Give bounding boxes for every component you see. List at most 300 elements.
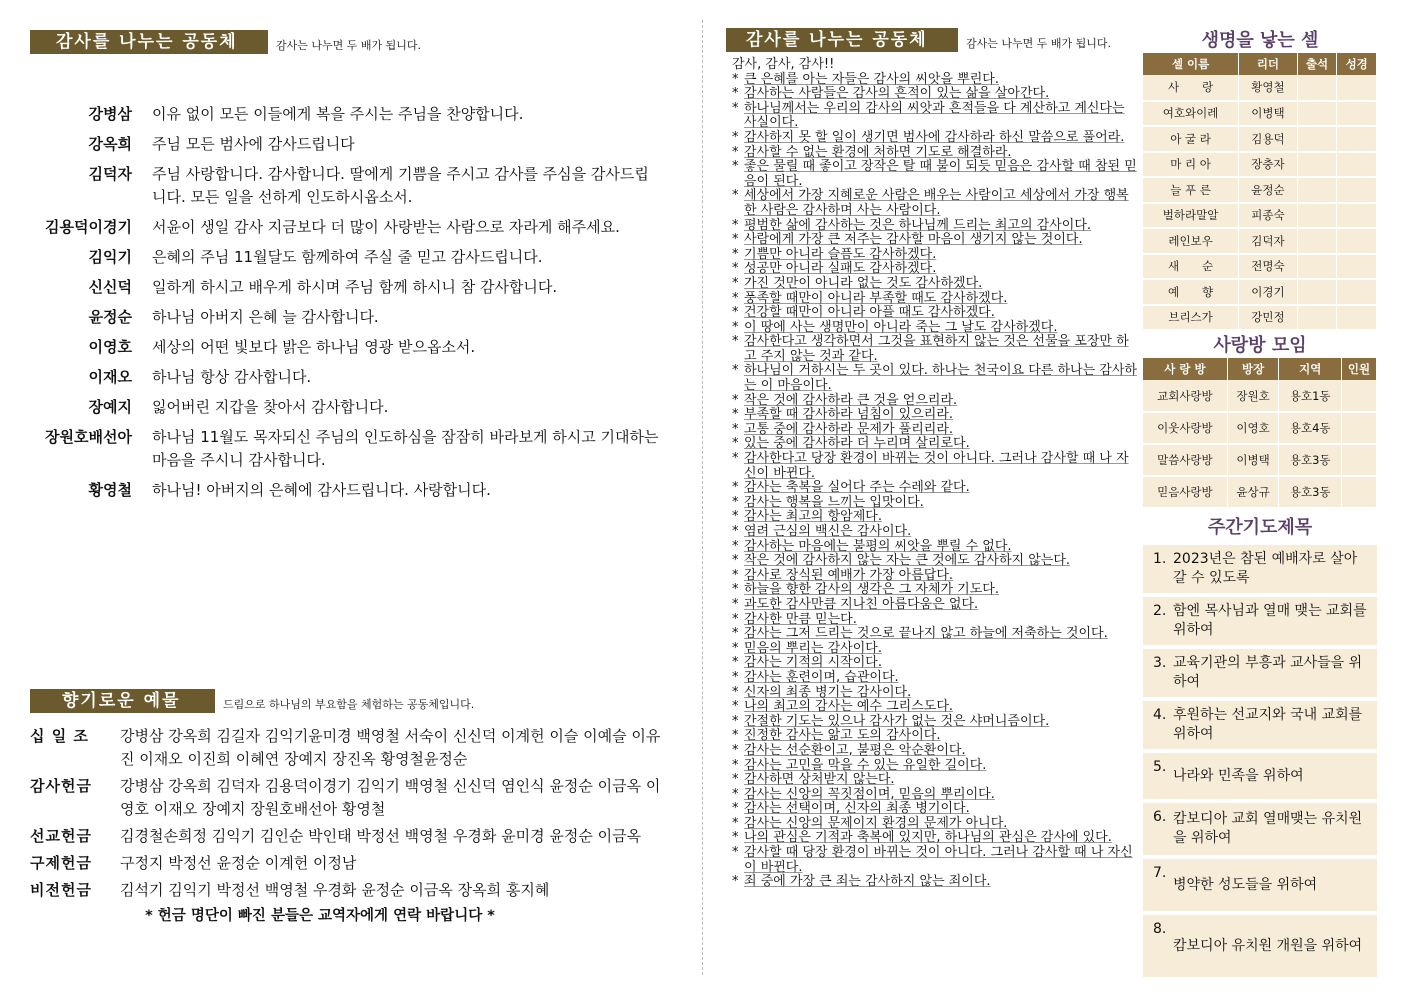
bullet-marker: * xyxy=(732,801,739,817)
gratitude-entry xyxy=(30,426,680,472)
prayer-item xyxy=(1143,859,1377,911)
gratitude-entry xyxy=(30,336,680,359)
bullet-text: 감사는 기적의 시작이다. xyxy=(744,655,882,671)
table-cell xyxy=(1342,380,1377,412)
table-cell xyxy=(1337,126,1377,152)
bullet-marker: * xyxy=(732,655,739,671)
bullet-text: 기쁨만 아니라 슬픔도 감사하겠다. xyxy=(744,246,937,262)
table-cell: 마 리 아 xyxy=(1143,152,1239,178)
gratitude-message: 주님 사랑합니다. 감사합니다. 딸에게 기쁨을 주시고 감사를 주심을 감사드립니다. 모든 일을 선하게 인도하시옵소서. xyxy=(152,165,649,206)
gratitude-message: 서윤이 생일 감사 지금보다 더 많이 사랑받는 사람으로 자라게 해주세요. xyxy=(152,218,620,236)
bullet-text: 진정한 감사는 앎고 도의 감사이다. xyxy=(744,728,941,744)
room-row xyxy=(1143,444,1377,476)
prayer-item xyxy=(1143,545,1377,593)
table-cell: 장원호 xyxy=(1227,380,1279,412)
bullet-text: 건강할 때만이 아니라 아플 때도 감사하겠다. xyxy=(744,305,995,321)
gratitude-message: 잃어버린 지갑을 찾아서 감사합니다. xyxy=(152,398,389,416)
table-cell: 이병택 xyxy=(1227,444,1279,476)
prayer-number: 1. xyxy=(1153,551,1167,567)
table-cell: 이병택 xyxy=(1239,101,1298,127)
bullet-marker: * xyxy=(732,71,739,87)
bullet-text: 믿음의 뿌리는 감사이다. xyxy=(744,640,882,656)
gratitude-bullet-item xyxy=(732,671,1138,686)
table-header-cell: 셀 이름 xyxy=(1143,53,1239,75)
bullet-text: 감사는 훈련이며, 습관이다. xyxy=(744,669,899,685)
bullet-text: 과도한 감사만큼 지나친 아름다움은 없다. xyxy=(744,596,979,612)
bullet-text: 염려 근심의 백신은 감사이다. xyxy=(744,524,912,539)
table-cell: 김용덕 xyxy=(1239,126,1298,152)
prayer-text: 2023년은 참된 예배자로 살아갈 수 있도록 xyxy=(1173,551,1358,586)
table-cell: 브리스가 xyxy=(1143,305,1239,331)
cells-title: 생명을 낳는 셀 xyxy=(1201,30,1319,51)
bullet-marker: * xyxy=(732,772,739,788)
bullet-marker: * xyxy=(732,845,739,861)
table-cell: 레인보우 xyxy=(1143,228,1239,254)
bullet-marker: * xyxy=(732,684,739,700)
bullet-text: 감사는 선택이며, 신자의 최종 병기이다. xyxy=(744,801,970,817)
table-cell xyxy=(1297,152,1337,178)
bullet-text: 작은 것에 감사하라 큰 것을 얻으리라. xyxy=(744,392,958,408)
offering-list xyxy=(30,725,680,902)
room-row xyxy=(1143,380,1377,412)
bullet-text: 나의 최고의 감사는 예수 그리스도다. xyxy=(744,699,954,715)
table-cell: 용호3동 xyxy=(1279,444,1342,476)
offering-row xyxy=(30,825,680,848)
gratitude-entry xyxy=(30,103,680,126)
cell-row xyxy=(1143,126,1377,152)
gratitude-message: 일하게 하시고 배우게 하시며 주님 함께 하시니 참 감사합니다. xyxy=(152,278,558,296)
bullet-marker: * xyxy=(732,232,739,248)
table-cell xyxy=(1297,254,1337,280)
rooms-title: 사랑방 모임 xyxy=(1213,335,1307,356)
bullet-marker: * xyxy=(732,334,739,350)
offering-note: * 헌금 명단이 빠진 분들은 교역자에게 연락 바랍니다 * xyxy=(145,908,495,924)
gratitude-text-subtitle: 감사는 나누면 두 배가 됩니다. xyxy=(966,37,1111,50)
table-cell: 말씀사랑방 xyxy=(1143,444,1227,476)
prayer-number: 4. xyxy=(1153,707,1167,723)
offering-label: 구제헌금 xyxy=(30,854,92,872)
table-cell: 믿음사랑방 xyxy=(1143,476,1227,508)
offering-section xyxy=(30,689,680,925)
gratitude-entry xyxy=(30,366,680,389)
gratitude-bullet-item xyxy=(732,102,1138,131)
table-cell: 김덕자 xyxy=(1239,228,1298,254)
bullet-marker: * xyxy=(732,553,739,569)
offering-names: 강병삼 강옥희 김덕자 김용덕이경기 김익기 백영철 신신덕 염인식 윤정순 이금옥 이영호 이재오 장예지 장원호배선아 황영철 xyxy=(120,777,661,818)
gratitude-entry xyxy=(30,306,680,329)
bullet-marker: * xyxy=(732,129,739,145)
gratitude-name: 장예지 xyxy=(88,398,132,416)
table-cell: 용호1동 xyxy=(1279,380,1342,412)
gratitude-bullet-item xyxy=(732,598,1138,613)
gratitude-bullet-item xyxy=(732,437,1138,452)
gratitude-name: 김덕자 xyxy=(88,165,132,183)
gratitude-name: 이영호 xyxy=(88,338,132,356)
gratitude-bullet-item xyxy=(732,131,1138,146)
bullet-marker: * xyxy=(732,640,739,656)
bullet-text: 큰 은혜를 아는 자들은 감사의 씨앗을 뿌린다. xyxy=(744,71,999,87)
gratitude-bullet-item xyxy=(732,744,1138,759)
gratitude-bullet-item xyxy=(732,554,1138,569)
bullet-marker: * xyxy=(732,596,739,612)
prayer-item xyxy=(1143,701,1377,749)
bullet-text: 감사한 만큼 믿는다. xyxy=(744,611,857,627)
gratitude-message: 은혜의 주님 11월달도 함께하여 주실 줄 믿고 감사드립니다. xyxy=(152,248,543,266)
offering-row xyxy=(30,852,680,875)
bullet-text: 사람에게 가장 큰 저주는 감사할 마음이 생기지 않는 것이다. xyxy=(744,232,1083,248)
gratitude-entry xyxy=(30,479,680,502)
bullet-marker: * xyxy=(732,874,739,890)
offering-label: 선교헌금 xyxy=(30,827,92,845)
gratitude-message: 하나님! 아버지의 은혜에 감사드립니다. 사랑합니다. xyxy=(152,481,491,499)
gratitude-bullet-item xyxy=(732,656,1138,671)
table-cell: 전명숙 xyxy=(1239,254,1298,280)
table-cell xyxy=(1297,177,1337,203)
gratitude-entry xyxy=(30,216,680,239)
gratitude-text-title: 감사를 나누는 공동체 xyxy=(726,28,958,52)
gratitude-bullet-item xyxy=(732,233,1138,248)
gratitude-bullet-item xyxy=(732,773,1138,788)
gratitude-bullet-item xyxy=(732,277,1138,292)
table-cell xyxy=(1337,203,1377,229)
table-cell xyxy=(1297,228,1337,254)
table-header-cell: 인원 xyxy=(1342,358,1377,380)
page-divider xyxy=(702,20,703,975)
prayer-text: 나라와 민족을 위하여 xyxy=(1173,767,1304,784)
table-header-cell: 출석 xyxy=(1297,53,1337,75)
gratitude-entry xyxy=(30,396,680,419)
table-cell xyxy=(1342,476,1377,508)
bullet-text: 감사하면 상처받지 않는다. xyxy=(744,772,895,788)
table-cell: 늘 푸 른 xyxy=(1143,177,1239,203)
table-cell: 여호와이레 xyxy=(1143,101,1239,127)
bullet-text: 평범한 삶에 감사하는 것은 하나님께 드리는 최고의 감사이다. xyxy=(744,217,1092,233)
gratitude-bullet-item xyxy=(732,335,1138,364)
table-cell xyxy=(1297,279,1337,305)
gratitude-message: 세상의 어떤 빛보다 밝은 하나님 영광 받으옵소서. xyxy=(152,338,476,356)
table-cell: 이영호 xyxy=(1227,412,1279,444)
table-cell: 예 향 xyxy=(1143,279,1239,305)
cells-table-header xyxy=(1143,53,1377,75)
offering-title: 향기로운 예물 xyxy=(30,689,215,713)
prayer-text: 함엔 목사님과 열매 맺는 교회를 위하여 xyxy=(1173,603,1367,638)
bullet-text: 감사로 장식된 예배가 가장 아름답다. xyxy=(744,567,954,583)
bullet-text: 감사할 수 없는 환경에 처하면 기도로 해결하라. xyxy=(744,144,1012,160)
bullet-marker: * xyxy=(732,261,739,277)
gratitude-name: 강병삼 xyxy=(88,105,132,123)
gratitude-bullet-item xyxy=(732,759,1138,774)
offering-label: 비전헌금 xyxy=(30,881,92,899)
table-cell xyxy=(1297,126,1337,152)
bullet-marker: * xyxy=(732,626,739,642)
bullet-marker: * xyxy=(732,480,739,496)
bullet-marker: * xyxy=(732,713,739,729)
bullet-marker: * xyxy=(732,815,739,831)
table-header-cell: 방장 xyxy=(1227,358,1279,380)
prayer-text: 후원하는 선교지와 국내 교회를 위하여 xyxy=(1173,707,1363,742)
bullet-text: 감사는 최고의 항암제다. xyxy=(744,509,882,525)
prayer-number: 8. xyxy=(1153,921,1167,937)
gratitude-bullet-item xyxy=(732,802,1138,817)
bullet-marker: * xyxy=(732,436,739,452)
table-cell xyxy=(1337,101,1377,127)
gratitude-entry xyxy=(30,133,680,156)
table-cell: 용호4동 xyxy=(1279,412,1342,444)
bullet-marker: * xyxy=(732,494,739,510)
gratitude-entry xyxy=(30,276,680,299)
bullet-marker: * xyxy=(732,217,739,233)
gratitude-entry xyxy=(30,163,680,209)
table-cell xyxy=(1297,305,1337,331)
bullet-text: 가진 것만이 아니라 없는 것도 감사하겠다. xyxy=(744,275,983,291)
gratitude-name: 이재오 xyxy=(88,368,132,386)
bullet-marker: * xyxy=(732,319,739,335)
bullet-text: 하나님께서는 우리의 감사의 씨앗과 흔적들을 다 계산하고 계신다는 사실이다. xyxy=(744,100,1125,131)
bullet-text: 세상에서 가장 지혜로운 사람은 배우는 사람이고 세상에서 가장 행복한 사람은 감사하며 사는 사람이다. xyxy=(744,188,1129,218)
gratitude-name: 윤정순 xyxy=(88,308,132,326)
offering-names: 김경철손희정 김익기 김인순 박인태 박정선 백영철 우경화 윤미경 윤정순 이금옥 xyxy=(120,827,642,845)
bullet-text: 감사하는 마음에는 불평의 씨앗을 뿌릴 수 없다. xyxy=(744,538,1012,554)
bullet-text: 감사는 그저 드리는 것으로 끝나지 않고 하늘에 저축하는 것이다. xyxy=(744,626,1108,642)
gratitude-message: 이유 없이 모든 이들에게 복을 주시는 주님을 찬양합니다. xyxy=(152,105,524,123)
bullet-marker: * xyxy=(732,86,739,102)
room-row xyxy=(1143,412,1377,444)
gratitude-bullet-item xyxy=(732,510,1138,525)
offering-row xyxy=(30,879,680,902)
bullet-text: 좋은 물릴 때 좋이고 장작은 탈 때 불이 되듯 믿음은 감사할 때 참된 믿음이 된다. xyxy=(744,159,1137,189)
cell-row xyxy=(1143,177,1377,203)
cell-row xyxy=(1143,254,1377,280)
bullet-marker: * xyxy=(732,246,739,262)
prayer-number: 7. xyxy=(1153,865,1167,881)
table-header-cell: 사 랑 방 xyxy=(1143,358,1227,380)
gratitude-name: 강옥희 xyxy=(88,135,132,153)
table-cell xyxy=(1337,177,1377,203)
table-cell xyxy=(1337,305,1377,331)
gratitude-bullet-item xyxy=(732,729,1138,744)
gratitude-bullet-item xyxy=(732,846,1138,875)
table-header-cell: 성경 xyxy=(1337,53,1377,75)
table-cell: 강민정 xyxy=(1239,305,1298,331)
bullet-marker: * xyxy=(732,669,739,685)
prayer-number: 3. xyxy=(1153,655,1167,671)
prayer-item xyxy=(1143,649,1377,697)
gratitude-name: 장원호배선아 xyxy=(45,428,132,446)
bullet-text: 감사한다고 당장 환경이 바뀌는 것이 아니다. 그러나 감사할 때 나 자신이 바뀐다. xyxy=(744,451,1129,481)
gratitude-bullet-item xyxy=(732,292,1138,307)
offering-label: 십 일 조 xyxy=(30,727,89,745)
bullet-text: 부족할 때 감사하라 넘침이 있으리라. xyxy=(744,407,954,423)
gratitude-entry xyxy=(30,246,680,269)
prayer-number: 6. xyxy=(1153,809,1167,825)
gratitude-header xyxy=(30,30,680,54)
table-header-cell: 리더 xyxy=(1239,53,1298,75)
bullet-marker: * xyxy=(732,407,739,423)
bullet-text: 감사하는 사람들은 감사의 흔적이 있는 삶을 살아간다. xyxy=(744,86,1050,102)
table-cell xyxy=(1337,279,1377,305)
offering-names: 구정지 박정선 윤정순 이계헌 이정남 xyxy=(120,854,357,872)
offering-label: 감사헌금 xyxy=(30,777,92,795)
gratitude-message: 주님 모든 범사에 감사드립니다 xyxy=(152,135,355,153)
bullet-text: 죄 중에 가장 큰 죄는 감사하지 않는 죄이다. xyxy=(744,874,991,890)
bullet-text: 감사는 축복을 실어다 주는 수레와 같다. xyxy=(744,480,970,496)
bullet-marker: * xyxy=(732,275,739,291)
gratitude-bullet-item xyxy=(732,831,1138,846)
prayer-text: 교육기관의 부흥과 교사들을 위하여 xyxy=(1173,655,1363,690)
offering-names: 김석기 김익기 박정선 백영철 우경화 윤정순 이금옥 장옥희 홍지혜 xyxy=(120,881,550,899)
bullet-text: 있는 중에 감사하라 더 누리며 살리로다. xyxy=(744,436,970,452)
gratitude-bullet-item xyxy=(732,525,1138,540)
gratitude-bullet-item xyxy=(732,262,1138,277)
gratitude-message: 하나님 항상 감사합니다. xyxy=(152,368,312,386)
prayer-item xyxy=(1143,753,1377,799)
gratitude-bullet-item xyxy=(732,627,1138,642)
bullet-text: 감사는 고민을 막을 수 있는 유일한 길이다. xyxy=(744,757,987,773)
bullet-marker: * xyxy=(732,742,739,758)
bullet-marker: * xyxy=(732,611,739,627)
bullet-text: 감사는 선순환이고, 불평은 악순환이다. xyxy=(744,742,966,758)
bullet-text: 감사는 행복을 느끼는 입맛이다. xyxy=(744,494,924,510)
bullet-text: 고통 중에 감사하라 문제가 풀리리라. xyxy=(744,421,954,437)
offering-names: 강병삼 강옥희 김길자 김익기윤미경 백영철 서숙이 신신덕 이계헌 이슬 이예슬 이유진 이재오 이진희 이혜연 장예지 장진옥 황영철윤정순 xyxy=(120,727,661,768)
gratitude-bullet-item xyxy=(732,146,1138,161)
table-cell xyxy=(1337,152,1377,178)
prayer-list xyxy=(1143,545,1377,977)
gratitude-section xyxy=(30,30,680,509)
table-cell: 윤상규 xyxy=(1227,476,1279,508)
bullet-text: 풍족할 때만이 아니라 부족할 때도 감사하겠다. xyxy=(744,290,1008,306)
table-cell: 새 순 xyxy=(1143,254,1239,280)
bullet-marker: * xyxy=(732,786,739,802)
bullet-marker: * xyxy=(732,524,739,539)
bullet-marker: * xyxy=(732,757,739,773)
bullet-marker: * xyxy=(732,188,739,204)
table-cell: 아 굴 라 xyxy=(1143,126,1239,152)
bullet-marker: * xyxy=(732,144,739,160)
gratitude-bullet-item xyxy=(732,700,1138,715)
gratitude-bullet-item xyxy=(732,452,1138,481)
cell-row xyxy=(1143,228,1377,254)
bullet-text: 감사는 신앙의 문제이지 환경의 문제가 아니다. xyxy=(744,815,1008,831)
rooms-table-header xyxy=(1143,358,1377,380)
bullet-text: 성공만 아니라 실패도 감사하겠다. xyxy=(744,261,937,277)
bullet-marker: * xyxy=(732,538,739,554)
room-row xyxy=(1143,476,1377,508)
bullet-marker: * xyxy=(732,567,739,583)
prayer-title: 주간기도제목 xyxy=(1207,517,1313,538)
gratitude-bullet-item xyxy=(732,686,1138,701)
cell-row xyxy=(1143,152,1377,178)
gratitude-bullet-item xyxy=(732,583,1138,598)
bullet-text: 감사한다고 생각하면서 그것을 표현하지 않는 것은 선물을 포장만 하고 주지 않는 것과 같다. xyxy=(744,334,1129,364)
bullet-marker: * xyxy=(732,582,739,598)
gratitude-bullet-item xyxy=(732,364,1138,393)
cell-row xyxy=(1143,203,1377,229)
gratitude-bullet-item xyxy=(732,875,1138,890)
bullet-marker: * xyxy=(732,290,739,306)
table-cell xyxy=(1342,412,1377,444)
gratitude-message: 하나님 11월도 목자되신 주님의 인도하심을 잠잠히 바라보게 하시고 기대하는 마음을 주시니 감사합니다. xyxy=(152,428,659,469)
table-cell xyxy=(1297,203,1337,229)
bullet-text: 감사할 때 당장 환경이 바뀌는 것이 아니다. 그러나 감사할 때 나 자신이 바뀐다. xyxy=(744,845,1133,875)
table-cell: 이경기 xyxy=(1239,279,1298,305)
gratitude-title: 감사를 나누는 공동체 xyxy=(30,30,268,54)
bullet-marker: * xyxy=(732,728,739,744)
gratitude-message: 하나님 아버지 은혜 늘 감사합니다. xyxy=(152,308,379,326)
gratitude-subtitle: 감사는 나누면 두 배가 됩니다. xyxy=(276,39,421,52)
cell-row xyxy=(1143,101,1377,127)
gratitude-bullet-item xyxy=(732,160,1138,189)
rooms-table xyxy=(1143,358,1377,509)
bullet-marker: * xyxy=(732,421,739,437)
bullet-marker: * xyxy=(732,159,739,175)
table-cell xyxy=(1337,254,1377,280)
cell-row xyxy=(1143,75,1377,101)
gratitude-list xyxy=(30,103,680,502)
bullet-text: 나의 관심은 기적과 축복에 있지만, 하나님의 관심은 감사에 있다. xyxy=(744,830,1112,846)
offering-subtitle: 드림으로 하나님의 부요함을 체험하는 공동체입니다. xyxy=(223,698,475,711)
prayer-text: 캄보디아 교회 열매맺는 유치원을 위하여 xyxy=(1173,811,1363,846)
table-cell xyxy=(1337,75,1377,101)
gratitude-text-intro: 감사, 감사, 감사!! xyxy=(732,57,835,72)
gratitude-name: 김용덕이경기 xyxy=(45,218,132,236)
cell-row xyxy=(1143,279,1377,305)
table-cell: 윤정순 xyxy=(1239,177,1298,203)
prayer-number: 2. xyxy=(1153,603,1167,619)
table-cell xyxy=(1297,101,1337,127)
bullet-text: 간절한 기도는 있으나 감사가 없는 것은 샤머니즘이다. xyxy=(744,713,1050,729)
bullet-marker: * xyxy=(732,699,739,715)
table-cell: 장충자 xyxy=(1239,152,1298,178)
prayer-item xyxy=(1143,597,1377,645)
bullet-marker: * xyxy=(732,451,739,467)
table-cell: 피종숙 xyxy=(1239,203,1298,229)
table-cell: 교회사랑방 xyxy=(1143,380,1227,412)
gratitude-name: 김익기 xyxy=(88,248,132,266)
prayer-item xyxy=(1143,803,1377,855)
gratitude-bullet-item xyxy=(732,613,1138,628)
bullet-text: 감사는 신앙의 꼭짓점이며, 믿음의 뿌리이다. xyxy=(744,786,995,802)
table-header-cell: 지역 xyxy=(1279,358,1342,380)
prayer-text: 캄보디아 유치원 개원을 위하여 xyxy=(1173,937,1363,954)
gratitude-text-list xyxy=(732,73,1138,890)
gratitude-bullet-item xyxy=(732,306,1138,321)
prayer-number: 5. xyxy=(1153,759,1167,775)
table-cell: 이웃사랑방 xyxy=(1143,412,1227,444)
gratitude-bullet-item xyxy=(732,189,1138,218)
bullet-text: 하나님이 거하시는 두 곳이 있다. 하나는 천국이요 다른 하나는 감사하는 이 마음이다. xyxy=(744,363,1137,394)
bullet-text: 이 땅에 사는 생명만이 아니라 죽는 그 날도 감사하겠다. xyxy=(744,319,1058,335)
right-page xyxy=(706,0,1403,992)
table-cell xyxy=(1297,75,1337,101)
bullet-marker: * xyxy=(732,363,739,379)
offering-row xyxy=(30,775,680,821)
table-cell: 황영철 xyxy=(1239,75,1298,101)
table-cell: 용호3동 xyxy=(1279,476,1342,508)
bullet-text: 작은 것에 감사하지 않는 자는 큰 것에도 감사하지 않는다. xyxy=(744,553,1071,569)
gratitude-bullet-item xyxy=(732,408,1138,423)
bullet-marker: * xyxy=(732,830,739,846)
gratitude-bullet-item xyxy=(732,87,1138,102)
table-cell: 벌하라말알 xyxy=(1143,203,1239,229)
offering-header xyxy=(30,689,680,713)
gratitude-bullet-item xyxy=(732,219,1138,234)
gratitude-bullet-item xyxy=(732,481,1138,496)
table-cell xyxy=(1337,228,1377,254)
gratitude-bullet-item xyxy=(732,73,1138,88)
bullet-text: 하늘을 향한 감사의 생각은 그 자체가 기도다. xyxy=(744,582,999,598)
gratitude-name: 신신덕 xyxy=(88,278,132,296)
